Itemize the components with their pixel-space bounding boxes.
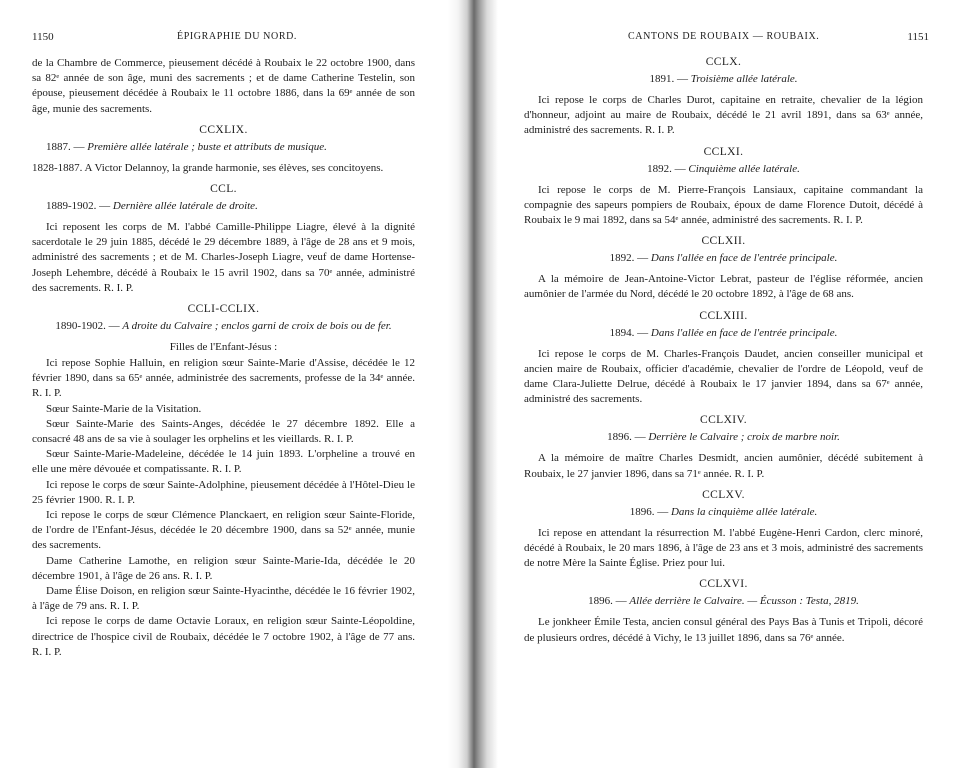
entry-location: Troisième allée latérale. [690,73,798,85]
right-page [500,0,957,768]
entry-location: Dans l'allée en face de l'entrée principale. [650,326,838,339]
entry-heading: 1887. — Première allée latérale ; buste et attributs de musique. [46,140,327,153]
entry-location: Allée derrière le Calvaire. — Écusson : Testa, 2819. [629,595,859,608]
entry-number: CCLXIV. [700,414,747,427]
entry-paragraph: Ici repose le corps de Charles Durot, capitaine en retraite, chevalier de la légion d'honneur, adjoint au maire de Roubaix, décédé le 21 avril 1891, dans sa 63ᵉ année, administré des sacrements. R. I. P. [524,94,923,137]
left-page-header [32,30,415,50]
entry-paragraph: Ici reposent les corps de M. l'abbé Camille-Philippe Liagre, élevé à la dignité sacerdotale le 29 juin 1885, décédé le 29 décembre 1889, à l'âge de 28 ans et 9 mois, administré des sacrements ; et de M. Charles-Joseph Liagre, veuf de dame Hortense-Joseph Lehembre, décédé à Roubaix le 15 avril 1902, dans sa 70ᵉ année, administré des sacrements. R. I. P. [32,221,415,294]
entry-paragraph: Ici repose le corps de M. Charles-François Daudet, ancien conseiller municipal et ancien maire de Roubaix, officier d'académie, chevalier de l'ordre de Léopold, veuf de dame Clara-Juliette Delrue, décédé à Roubaix le 17 janvier 1894, dans sa 67ᵉ année, administré des sacrements. [524,347,923,406]
book-spine [448,0,498,768]
entry-heading: 1896. — Allée derrière le Calvaire. — Écusson : Testa, 2819. [588,595,859,608]
entry-heading: 1891. — Troisième allée latérale. [649,73,798,85]
entry-paragraph: Ici repose Sophie Halluin, en religion sœur Sainte-Marie d'Assise, décédée le 12 février 1890, dans sa 65ᵉ année, administrée des sacrements, professe de la 34ᵉ année. R. I. P. [32,357,415,400]
entry-number: CCXLIX. [199,123,248,136]
entry-paragraph: Le jonkheer Émile Testa, ancien consul général des Pays Bas à Tunis et Tripoli, décoré de plusieurs ordres, décédé à Vichy, le 13 juillet 1896, dans sa 76ᵉ année. [524,616,923,644]
entry-location: Dans la cinquième allée latérale. [670,505,818,518]
entry-location: Dans l'allée en face de l'entrée principale. [650,252,838,265]
entry-location: Dernière allée latérale de droite. [112,200,258,213]
entry-paragraph: A la mémoire de maître Charles Desmidt, ancien aumônier, décédé subitement à Roubaix, le 27 janvier 1896, dans sa 71ᵉ année. R. I. P. [524,452,923,480]
entry-paragraph: Ici repose en attendant la résurrection M. l'abbé Eugène-Henri Cardon, clerc minoré, décédé à Roubaix, le 20 mars 1896, à l'âge de 23 ans et 3 mois, administré des sacrements de notre Mère la Sainte Église. Priez pour lui. [524,526,923,570]
entry-heading: 1894. — Dans l'allée en face de l'entrée principale. [609,326,838,339]
entry-heading: 1896. — Derrière le Calvaire ; croix de marbre noir. [607,431,840,444]
entry-heading: 1890-1902. — A droite du Calvaire ; enclos garni de croix de bois ou de fer. [55,320,392,333]
entry-number: CCLXI. [703,145,744,158]
entry-subheading: Filles de l'Enfant-Jésus : [169,341,278,354]
entry-number: CCLXIII. [699,309,748,322]
entry-paragraph: Sœur Sainte-Marie des Saints-Anges, décédée le 27 décembre 1892. Elle a consacré 48 ans de sa vie à soulager les orphelins et les vieillards. R. I. P. [32,417,415,446]
entry-heading: 1889-1902. — Dernière allée latérale de droite. [46,200,258,213]
entry-number: CCLXII. [701,235,746,248]
entry-heading: 1892. — Dans l'allée en face de l'entrée principale. [609,252,838,265]
entry-paragraph: Sœur Sainte-Marie de la Visitation. [46,402,202,415]
entry-heading: 1892. — Cinquième allée latérale. [647,162,800,175]
right-page-header [524,30,929,50]
entry-paragraph: A la mémoire de Jean-Antoine-Victor Lebrat, pasteur de l'église réformée, ancien aumônier de l'armée du Nord, décédé le 20 octobre 1892, à l'âge de 68 ans. [524,273,923,301]
entry-number: CCLI-CCLIX. [187,303,260,316]
entry-paragraph: Sœur Sainte-Marie-Madeleine, décédée le 14 juin 1893. L'orpheline a trouvé en elle une mère dévouée et compatissante. R. I. P. [32,448,415,476]
entry-number: CCLX. [705,56,742,68]
entry-paragraph: Ici repose le corps de sœur Clémence Planckaert, en religion sœur Sainte-Floride, de l'ordre de l'Enfant-Jésus, décédée le 20 décembre 1900, dans sa 52ᵉ année, munie des sacrements. [32,509,415,552]
entry-paragraph: Ici repose le corps de sœur Sainte-Adolphine, pieusement décédée à l'Hôtel-Dieu le 25 février 1900. R. I. P. [32,478,415,506]
right-running-title: CANTONS DE ROUBAIX — ROUBAIX. [628,31,820,42]
right-page-number: 1151 [907,31,929,43]
entry-number: CCLXV. [702,488,745,501]
entry-paragraph: Ici repose le corps de M. Pierre-François Lansiaux, capitaine commandant la compagnie des sapeurs pompiers de Roubaix, époux de dame Florence Dutoit, décédé à Roubaix le 9 mai 1892, dans sa 54ᵉ année, administré des sacrements. R. I. P. [524,183,923,227]
left-page [0,0,445,768]
entry-paragraph: Ici repose le corps de dame Octavie Loraux, en religion sœur Sainte-Léopoldine, directrice de l'hospice civil de Roubaix, décédée le 7 octobre 1902, à l'âge de 77 ans. R. I. P. [32,615,415,658]
entry-paragraph: Dame Élise Doison, en religion sœur Sainte-Hyacinthe, décédée le 16 février 1902, à l'âge de 79 ans. R. I. P. [32,585,415,613]
left-running-title: ÉPIGRAPHIE DU NORD. [177,31,298,42]
left-intro-paragraph: de la Chambre de Commerce, pieusement décédé à Roubaix le 22 octobre 1900, dans sa 82ᵉ année de son âge, muni des sacrements ; et de dame Catherine Testelin, son épouse, pieusement décédée à Roubaix le 11 octobre 1886, dans la 69ᵉ année de son âge, munie des sacrements. [32,57,415,115]
entry-paragraph: 1828-1887. A Victor Delannoy, la grande harmonie, ses élèves, ses concitoyens. [32,161,384,174]
left-page-number: 1150 [32,31,54,43]
entry-paragraph: Dame Catherine Lamothe, en religion sœur Sainte-Marie-Ida, décédée le 20 décembre 1901, à l'âge de 26 ans. R. I. P. [32,554,415,582]
entry-location: Première allée latérale ; buste et attributs de musique. [87,140,327,153]
entry-location: A droite du Calvaire ; enclos garni de croix de bois ou de fer. [122,320,392,333]
entry-location: Cinquième allée latérale. [688,162,800,175]
entry-number: CCLXVI. [699,578,748,591]
entry-number: CCL. [210,183,237,196]
entry-location: Derrière le Calvaire ; croix de marbre noir. [648,431,840,444]
entry-heading: 1896. — Dans la cinquième allée latérale. [629,505,818,518]
